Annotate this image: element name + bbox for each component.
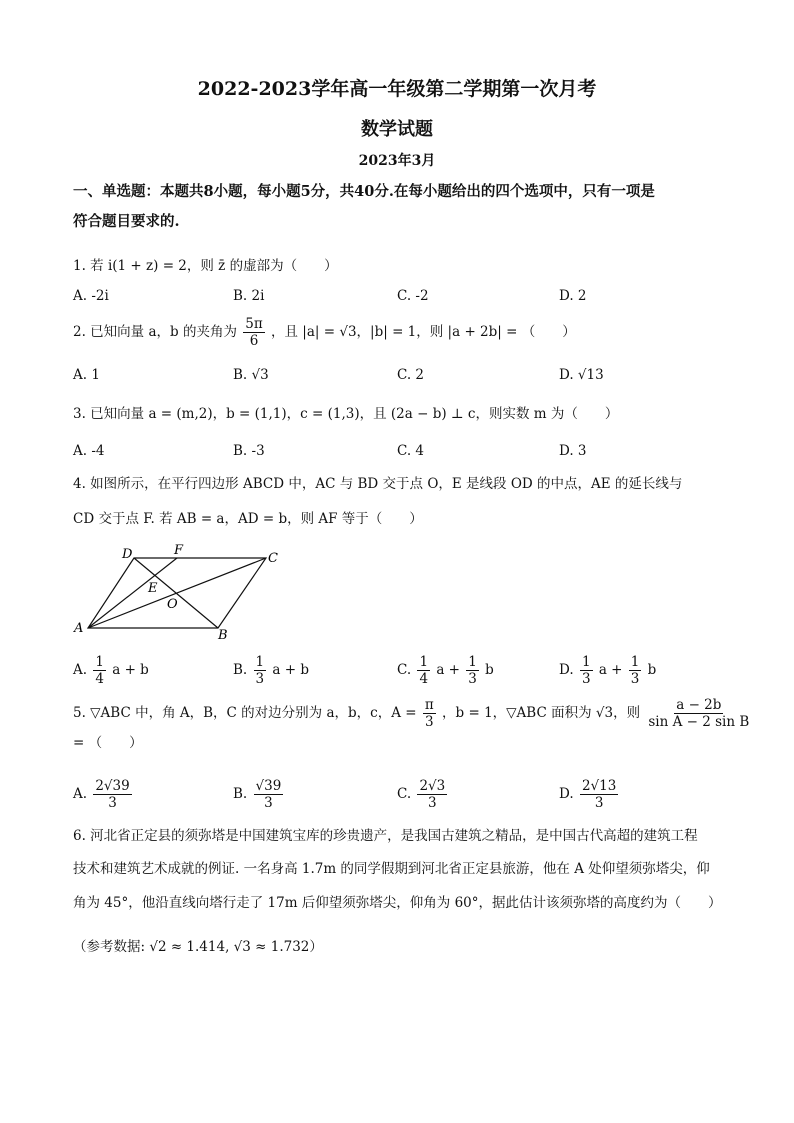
fraction-denominator: 3 bbox=[630, 671, 640, 687]
q1-option-d: D. 2 bbox=[559, 288, 587, 304]
question-2-stem bbox=[73, 316, 576, 349]
q5-expression-fraction bbox=[646, 697, 751, 730]
label-e: E bbox=[148, 581, 158, 596]
question-4-stem-line2: CD 交于点 F. 若 AB = a，AD = b，则 AF 等于（ ） bbox=[73, 511, 423, 527]
q5-option-d-letter: D. bbox=[559, 786, 574, 802]
q5-option-a bbox=[73, 778, 134, 811]
q4-option-c-rest: b bbox=[485, 662, 494, 678]
q4-option-b bbox=[233, 654, 309, 687]
q3-option-d: D. 3 bbox=[559, 443, 587, 459]
q5-option-a-letter: A. bbox=[73, 786, 88, 802]
question-6-stem-line2: 技术和建筑艺术成就的例证. 一名身高 1.7m 的同学假期到河北省正定县旅游，他在 A 处仰望须弥塔尖，仰 bbox=[73, 861, 710, 877]
fraction-numerator: 1 bbox=[95, 654, 104, 670]
q5-stem-part-b: ，b = 1，▽ABC 面积为 √3，则 bbox=[442, 705, 641, 721]
fraction-numerator: 1 bbox=[581, 654, 591, 670]
exam-date: 2023年3月 bbox=[358, 153, 436, 169]
q2-fraction-numerator: 5π bbox=[245, 316, 263, 332]
label-b: B bbox=[218, 628, 228, 643]
section-heading-line2: 符合题目要求的. bbox=[73, 213, 180, 230]
q4-option-d-letter: D. bbox=[559, 662, 574, 678]
exam-title: 2022-2023学年高一年级第二学期第一次月考 bbox=[197, 78, 597, 100]
q4-option-c-fraction-1 bbox=[417, 654, 430, 687]
q4-option-d-fraction-2 bbox=[629, 654, 642, 687]
q4-option-a-rest: a + b bbox=[112, 662, 149, 678]
fraction-denominator: 3 bbox=[581, 671, 591, 687]
q4-option-a bbox=[73, 654, 149, 687]
fraction-numerator: 2√13 bbox=[581, 778, 617, 794]
q4-option-c-mid: a + bbox=[436, 662, 460, 678]
fraction-numerator: 2√39 bbox=[95, 778, 130, 794]
fraction-numerator: 1 bbox=[255, 654, 265, 670]
q4-option-a-letter: A. bbox=[73, 662, 88, 678]
q5-angle-fraction bbox=[423, 697, 436, 730]
q2-angle-fraction bbox=[243, 316, 264, 349]
fraction-numerator: π bbox=[424, 697, 434, 713]
q3-option-a: A. -4 bbox=[73, 443, 105, 459]
fraction-denominator: 3 bbox=[468, 671, 477, 687]
question-6-reference: （参考数据: √2 ≈ 1.414, √3 ≈ 1.732） bbox=[73, 939, 323, 955]
q5-option-c-fraction bbox=[417, 778, 447, 811]
q4-option-b-rest: a + b bbox=[272, 662, 309, 678]
q1-option-c: C. -2 bbox=[397, 288, 429, 304]
q4-option-b-letter: B. bbox=[233, 662, 248, 678]
fraction-denominator: 3 bbox=[108, 795, 117, 811]
q4-option-c-letter: C. bbox=[397, 662, 412, 678]
question-4-stem-line1: 4. 如图所示，在平行四边形 ABCD 中，AC 与 BD 交于点 O，E 是线段 OD 的中点，AE 的延长线与 bbox=[73, 476, 683, 492]
q5-stem-part-a: 5. ▽ABC 中，角 A，B，C 的对边分别为 a，b，c，A = bbox=[73, 705, 417, 721]
diagonal-bd bbox=[134, 558, 218, 628]
q2-option-a: A. 1 bbox=[73, 367, 100, 383]
fraction-numerator: 2√3 bbox=[419, 778, 446, 794]
subject-title: 数学试题 bbox=[361, 119, 433, 140]
question-1-stem: 1. 若 i(1 + z) = 2，则 z̄ 的虚部为（ ） bbox=[73, 258, 338, 274]
q4-option-d-fraction-1 bbox=[580, 654, 593, 687]
q5-option-c bbox=[397, 778, 449, 811]
q4-option-c bbox=[397, 654, 494, 687]
q2-option-c: C. 2 bbox=[397, 367, 425, 383]
q2-option-b: B. √3 bbox=[233, 367, 269, 383]
q5-option-d bbox=[559, 778, 620, 811]
fraction-denominator: 3 bbox=[594, 795, 604, 811]
q2-stem-part-b: ，且 |a| = √3，|b| = 1，则 |a + 2b| = （ ） bbox=[271, 324, 576, 340]
q2-option-d: D. √13 bbox=[559, 367, 604, 383]
q5-option-d-fraction bbox=[580, 778, 618, 811]
parallelogram-figure bbox=[70, 540, 290, 645]
q4-option-d-rest: b bbox=[647, 662, 657, 678]
q5-option-c-letter: C. bbox=[397, 786, 412, 802]
fraction-denominator: 3 bbox=[255, 671, 265, 687]
q1-option-a: A. -2i bbox=[73, 288, 109, 304]
q5-option-b-fraction bbox=[254, 778, 284, 811]
question-5-stem-end: = （ ） bbox=[73, 735, 143, 751]
q4-option-d bbox=[559, 654, 656, 687]
q3-option-c: C. 4 bbox=[397, 443, 425, 459]
q5-option-a-fraction bbox=[93, 778, 131, 811]
q4-option-c-fraction-2 bbox=[466, 654, 479, 687]
fraction-denominator: 3 bbox=[425, 714, 434, 730]
label-o: O bbox=[167, 597, 178, 612]
fraction-numerator: 1 bbox=[630, 654, 640, 670]
fraction-denominator: 3 bbox=[264, 795, 273, 811]
section-heading-line1: 一、单选题：本题共8小题，每小题5分，共40分.在每小题给出的四个选项中，只有一项是 bbox=[73, 183, 655, 200]
q5-option-b bbox=[233, 778, 285, 811]
fraction-denominator: 4 bbox=[95, 671, 104, 687]
fraction-numerator: √39 bbox=[255, 778, 282, 794]
fraction-denominator: 4 bbox=[419, 671, 429, 687]
diagonal-ac bbox=[88, 558, 266, 628]
label-d: D bbox=[122, 547, 133, 562]
question-6-stem-line1: 6. 河北省正定县的须弥塔是中国建筑宝库的珍贵遗产，是我国古建筑之精品，是中国古代高超的建筑工程 bbox=[73, 828, 698, 844]
fraction-denominator: 3 bbox=[428, 795, 437, 811]
fraction-denominator: sin A − 2 sin B bbox=[648, 714, 750, 730]
q5-option-b-letter: B. bbox=[233, 786, 248, 802]
label-f: F bbox=[174, 543, 184, 558]
q4-option-b-fraction bbox=[254, 654, 267, 687]
segment-af bbox=[88, 558, 177, 628]
q2-stem-part-a: 2. 已知向量 a，b 的夹角为 bbox=[73, 324, 237, 340]
label-c: C bbox=[268, 551, 278, 566]
question-5-stem bbox=[73, 697, 753, 730]
fraction-numerator: 1 bbox=[468, 654, 477, 670]
label-a: A bbox=[74, 621, 84, 636]
fraction-numerator: 1 bbox=[419, 654, 429, 670]
question-3-stem: 3. 已知向量 a = (m,2)，b = (1,1)，c = (1,3)，且 (2a − b) ⊥ c，则实数 m 为（ ） bbox=[73, 406, 619, 422]
q1-option-b: B. 2i bbox=[233, 288, 265, 304]
q4-option-a-fraction bbox=[93, 654, 106, 687]
q2-fraction-denominator: 6 bbox=[249, 333, 259, 349]
question-6-stem-line3: 角为 45°，他沿直线向塔行走了 17m 后仰望须弥塔尖，仰角为 60°，据此估计该须弥塔的高度约为（ ） bbox=[73, 895, 722, 911]
fraction-numerator: a − 2b bbox=[676, 697, 722, 713]
q3-option-b: B. -3 bbox=[233, 443, 265, 459]
q4-option-d-mid: a + bbox=[598, 662, 623, 678]
